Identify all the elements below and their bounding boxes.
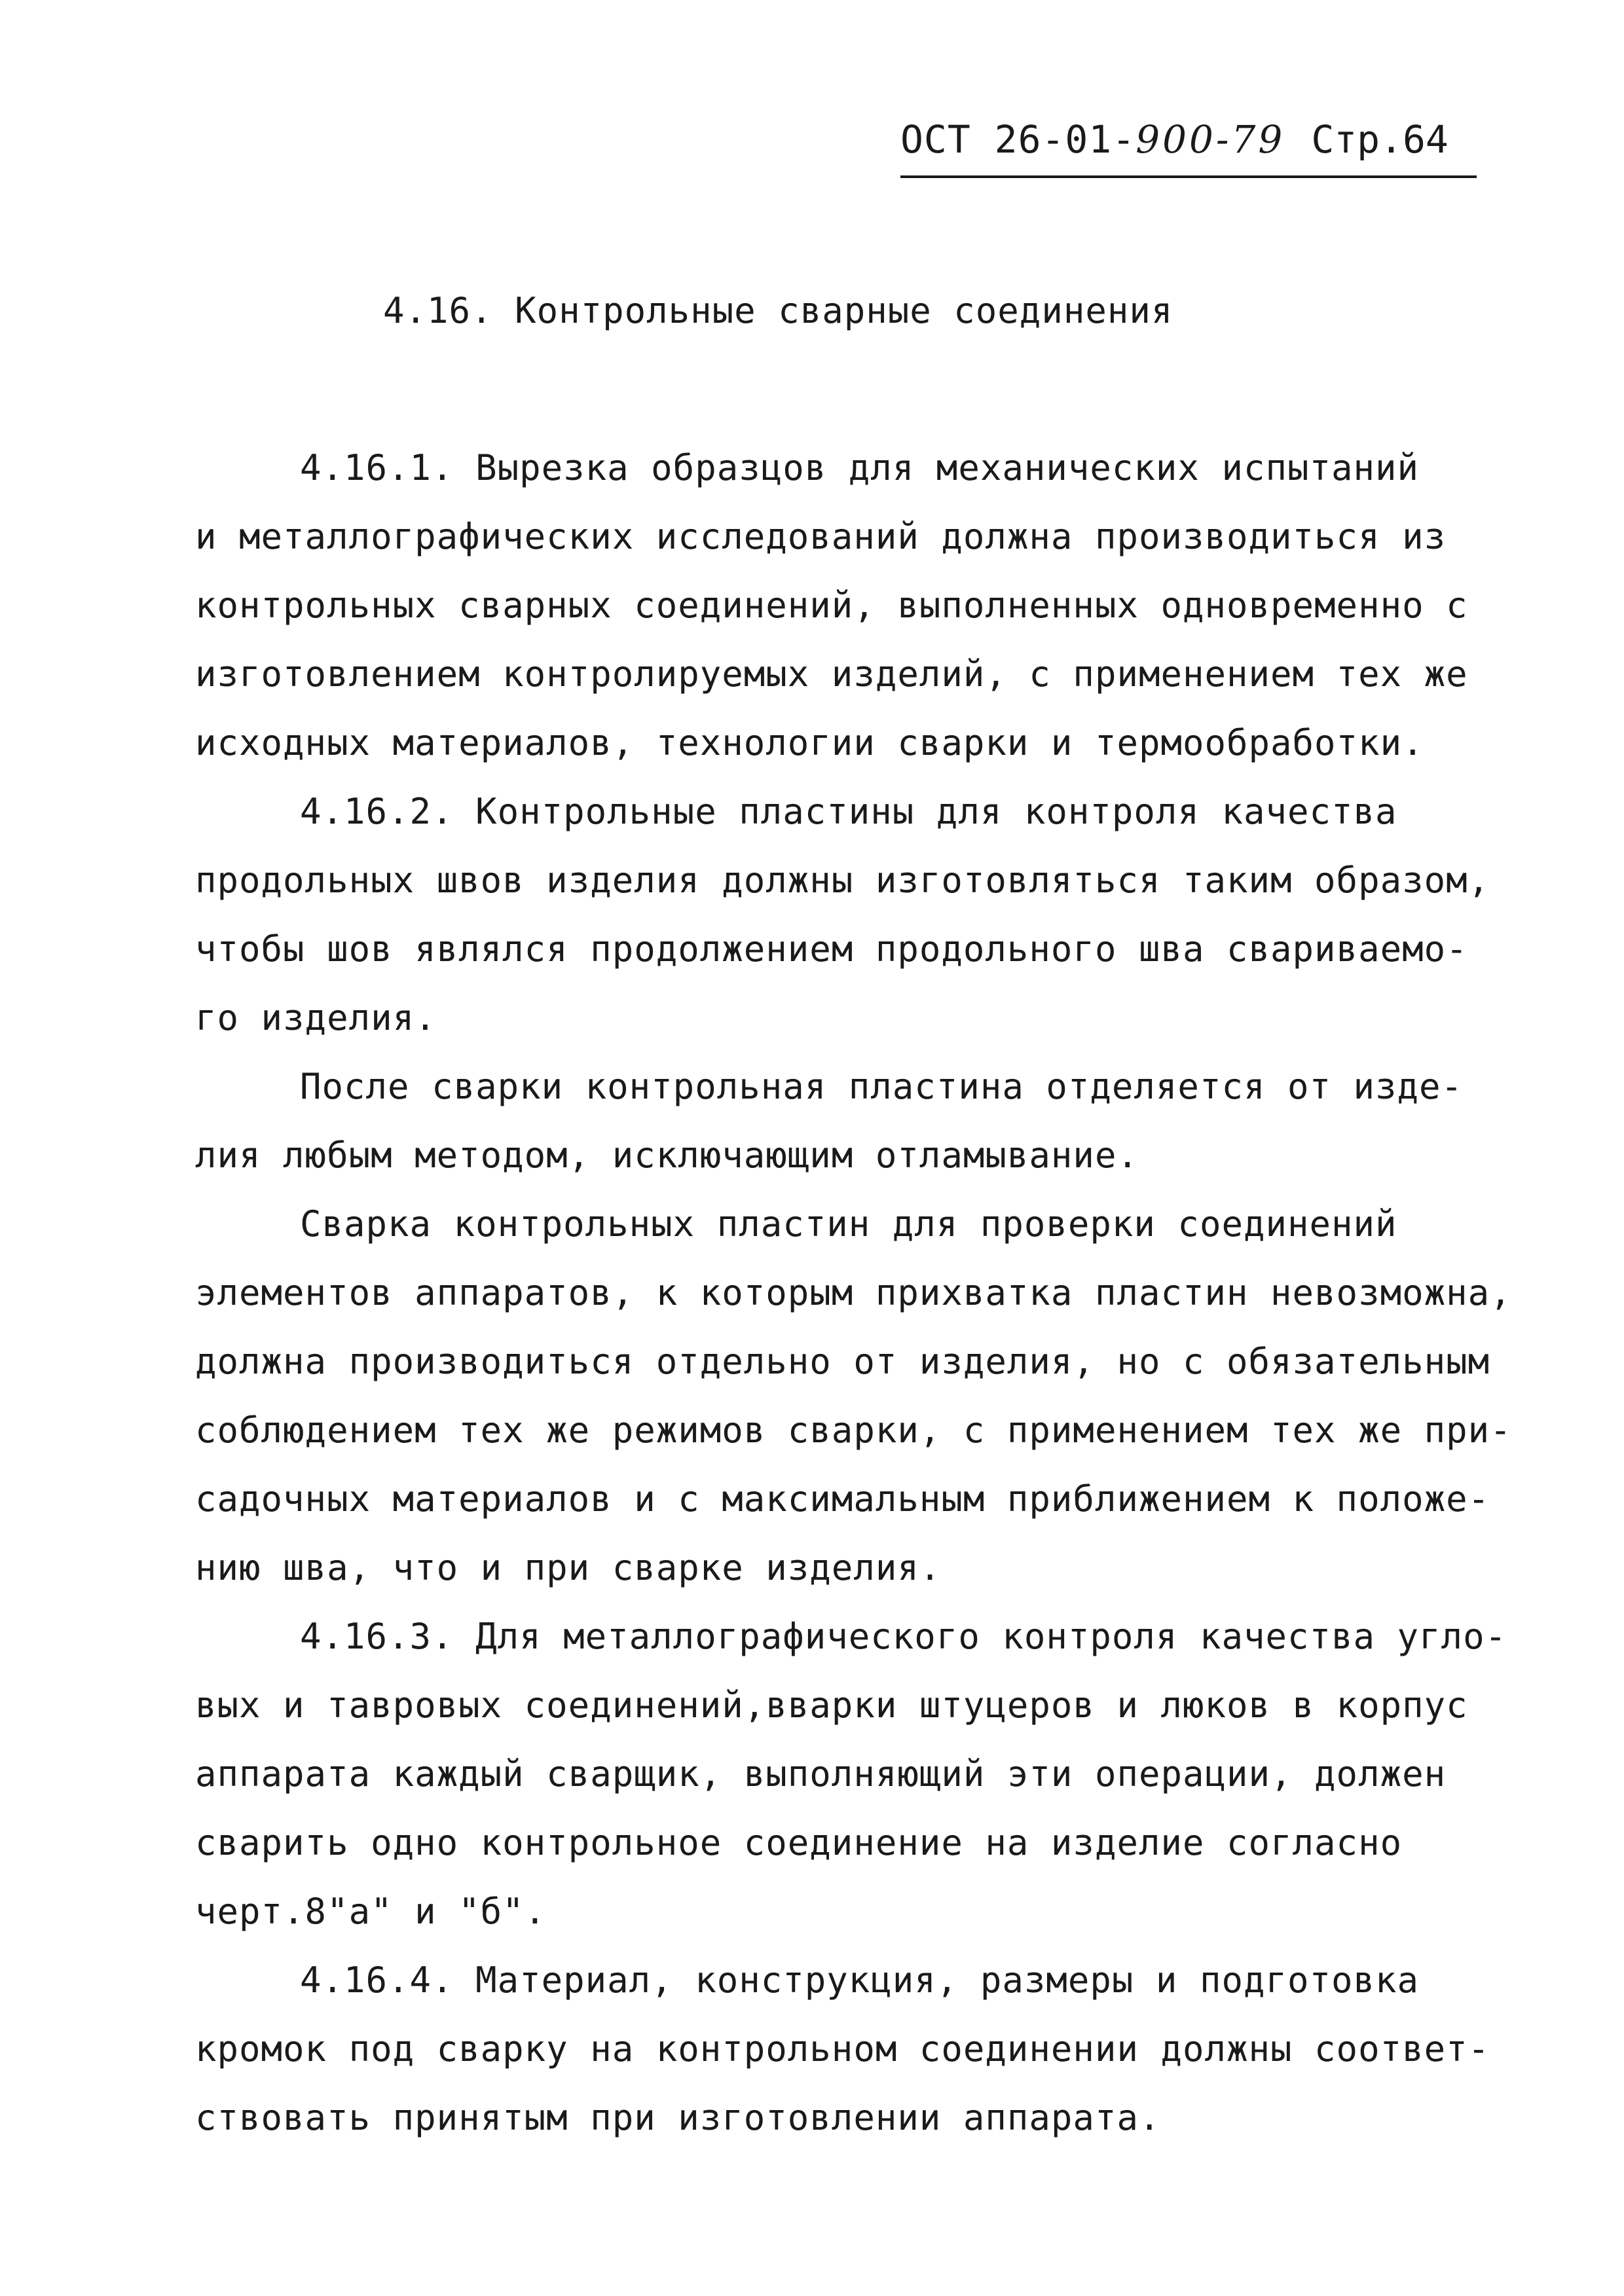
text-line: изготовлением контролируемых изделий, с применением тех же [195,653,1468,695]
text-line: го изделия. [195,997,437,1038]
text-line: вых и тавровых соединений,вварки штуцеров и люков в корпус [195,1685,1468,1726]
text-line: нию шва, что и при сварке изделия. [195,1547,942,1588]
text-line: исходных материалов, технологии сварки и термообработки. [195,722,1424,763]
text-line: 4.16.3. Для металлографического контроля качества угло- [300,1616,1507,1657]
text-line: и металлографических исследований должна производиться из [195,516,1447,557]
text-line: сварить одно контрольное соединение на изделие согласно [195,1822,1403,1863]
paragraph-4-16-3 [195,1602,1507,1946]
text-line: должна производиться отдельно от изделия, но с обязательным [195,1341,1490,1382]
standard-code: ОСТ 26-01- [900,117,1136,162]
text-line: 4.16.4. Материал, конструкция, размеры и подготовка [300,1959,1420,2001]
standard-number: 900-79 [1135,117,1285,162]
text-line: кромок под сварку на контрольном соединении должны соответ- [195,2028,1490,2069]
text-line: ствовать принятым при изготовлении аппарата. [195,2097,1161,2138]
page-header [900,117,1477,178]
text-line: лия любым методом, исключающим отламывание. [195,1135,1139,1176]
text-line: После сварки контрольная пластина отделяется от изде- [300,1066,1464,1107]
section-title: 4.16. Контрольные сварные соединения [383,290,1173,331]
paragraph-welding-plates [195,1190,1512,1602]
text-line: соблюдением тех же режимов сварки, с применением тех же при- [195,1410,1512,1451]
text-line: 4.16.1. Вырезка образцов для механических испытаний [300,447,1420,488]
page-number: Стр.64 [1311,117,1449,162]
text-line: Сварка контрольных пластин для проверки соединений [300,1203,1397,1245]
document-body [195,433,1512,2152]
text-line: продольных швов изделия должны изготовляться таким образом, [195,860,1490,901]
paragraph-4-16-2 [195,777,1490,1052]
text-line: чтобы шов являлся продолжением продольного шва свариваемо- [195,928,1468,970]
text-line: аппарата каждый сварщик, выполняющий эти операции, должен [195,1753,1447,1795]
paragraph-4-16-4 [195,1946,1490,2152]
paragraph-4-16-1 [195,433,1479,777]
text-line: садочных материалов и с максимальным приближением к положе- [195,1478,1490,1520]
paragraph-after-welding [195,1052,1479,1190]
text-line: элементов аппаратов, к которым прихватка пластин невозможна, [195,1272,1512,1313]
text-line: черт.8"а" и "б". [195,1891,547,1932]
text-line: контрольных сварных соединений, выполненных одновременно с [195,585,1468,626]
text-line: 4.16.2. Контрольные пластины для контроля качества [300,791,1397,832]
